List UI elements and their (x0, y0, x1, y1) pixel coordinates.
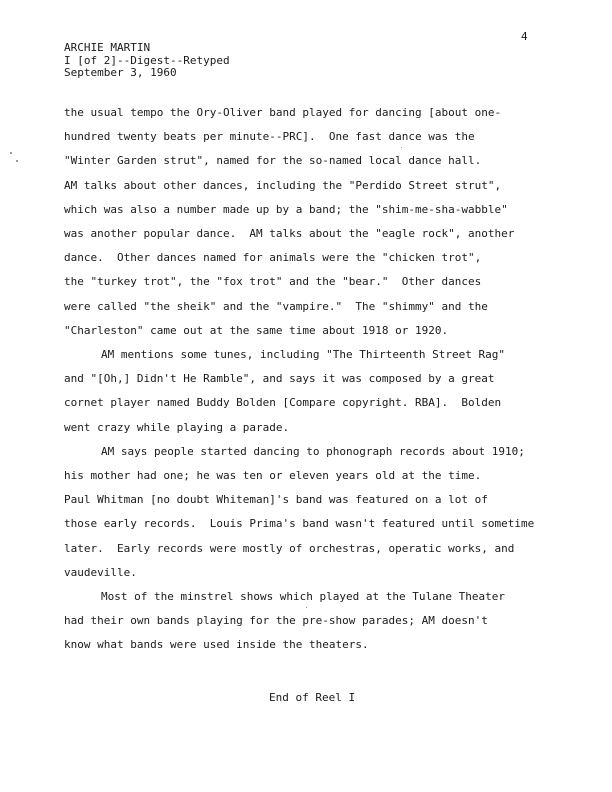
text-line: hundred twenty beats per minute--PRC]. One fast dance was the (64, 130, 475, 144)
paragraph (64, 585, 584, 658)
paragraph (64, 343, 584, 440)
text-line: cornet player named Buddy Bolden [Compare copyright. RBA]. Bolden (64, 396, 502, 410)
document-header (64, 42, 230, 80)
text-line: and "[Oh,] Didn't He Ramble", and says it was composed by a great (64, 372, 495, 386)
text-line: Most of the minstrel shows which played at the Tulane Theater (101, 590, 505, 604)
end-of-reel-label: End of Reel I (269, 691, 356, 704)
text-line: Paul Whitman [no doubt Whiteman]'s band was featured on a lot of (64, 493, 488, 507)
text-line: those early records. Louis Prima's band wasn't featured until sometime (64, 517, 535, 531)
text-line: the "turkey trot", the "fox trot" and the "bear." Other dances (64, 275, 482, 289)
scan-speck (401, 147, 402, 148)
scan-speck (306, 607, 307, 608)
text-line: AM talks about other dances, including the "Perdido Street strut", (64, 178, 502, 192)
page-number: 4 (521, 30, 528, 43)
interviewee-name: ARCHIE MARTIN (64, 41, 151, 54)
text-line: his mother had one; he was ten or eleven years old at the time. (64, 469, 482, 483)
document-body (64, 101, 584, 658)
text-line: went crazy while playing a parade. (64, 420, 290, 434)
text-line: were called "the sheik" and the "vampire." The "shimmy" and the (64, 299, 488, 313)
text-line: "Charleston" came out at the same time about 1918 or 1920. (64, 323, 449, 337)
paragraph (64, 440, 584, 585)
text-line: which was also a number made up by a band; the "shim-me-sha-wabble" (64, 202, 508, 216)
text-line: dance. Other dances named for animals were the "chicken trot", (64, 251, 482, 265)
text-line: "Winter Garden strut", named for the so-named local dance hall. (64, 154, 482, 168)
text-line: AM mentions some tunes, including "The Thirteenth Street Rag" (101, 348, 505, 362)
interview-date: September 3, 1960 (64, 66, 177, 79)
scan-speck (16, 160, 18, 162)
text-line: the usual tempo the Ory-Oliver band played for dancing [about one- (64, 106, 502, 119)
text-line: later. Early records were mostly of orchestras, operatic works, and (64, 541, 515, 555)
text-line: know what bands were used inside the theaters. (64, 638, 369, 652)
scan-speck (10, 152, 12, 154)
text-line: AM says people started dancing to phonograph records about 1910; (101, 444, 525, 458)
text-line: vaudeville. (64, 565, 137, 579)
reel-label: I [of 2]--Digest--Retyped (64, 53, 230, 67)
text-line: had their own bands playing for the pre-show parades; AM doesn't (64, 614, 488, 628)
text-line: was another popular dance. AM talks about the "eagle rock", another (64, 227, 515, 241)
paragraph (64, 101, 584, 343)
